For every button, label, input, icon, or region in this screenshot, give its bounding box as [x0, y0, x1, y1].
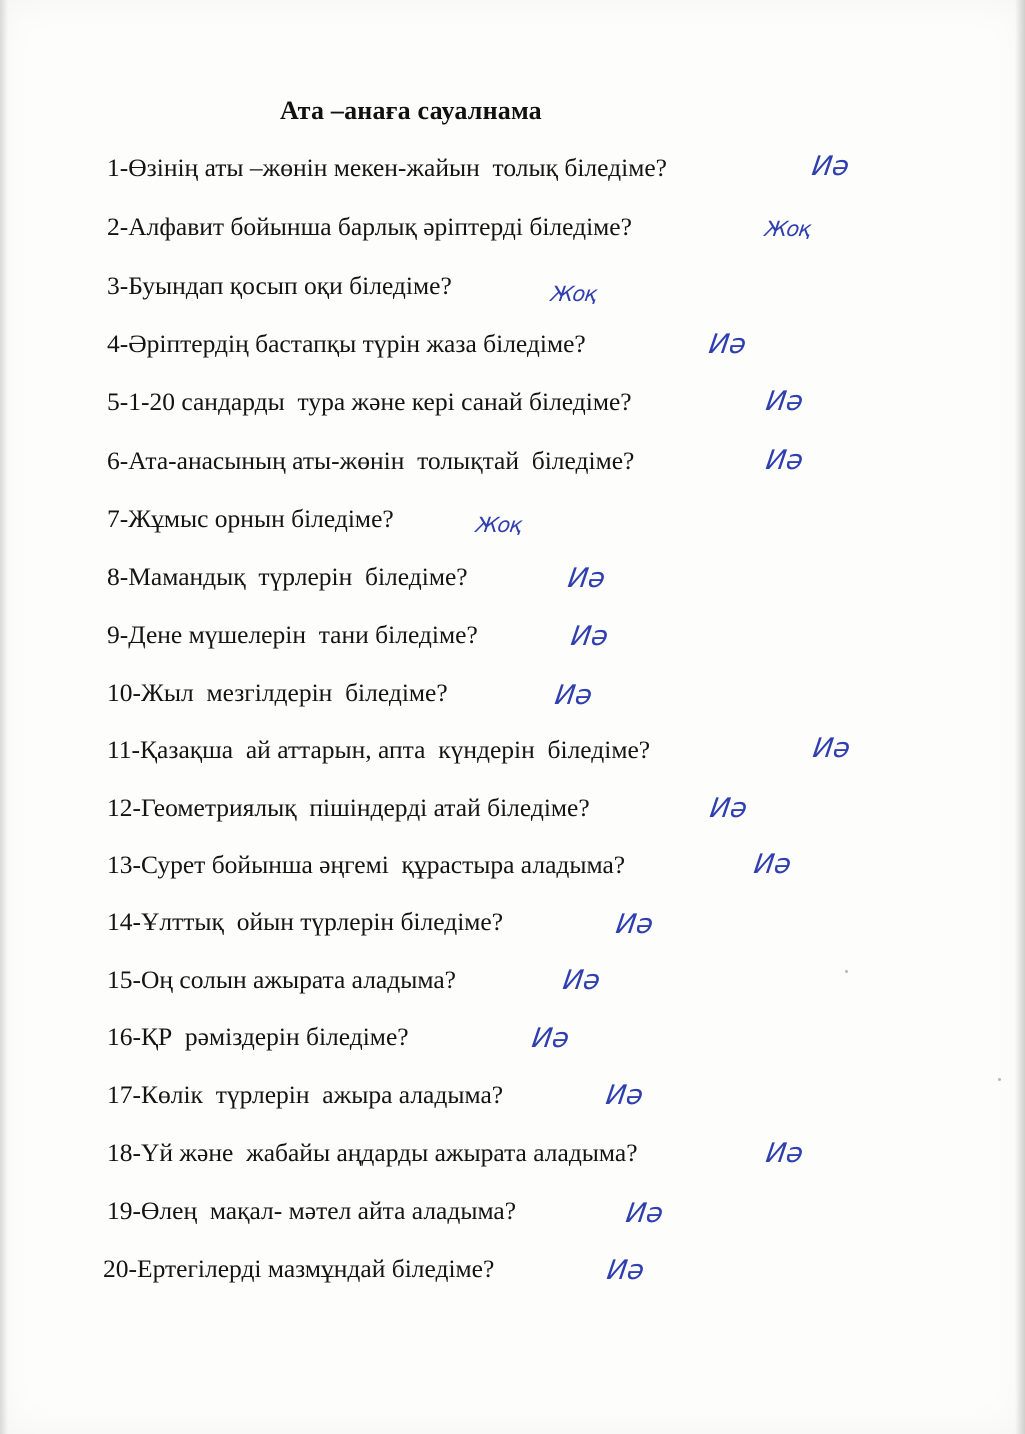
question-13: 13-Сурет бойынша әңгемі құрастыра аладыма?	[107, 850, 626, 879]
handwritten-answer-4: Иә	[706, 329, 749, 360]
handwritten-answer-3: Жоқ	[549, 282, 598, 306]
question-2: 2-Алфавит бойынша барлық әріптерді біледіме?	[107, 212, 632, 241]
question-19: 19-Өлең мақал- мәтел айта аладыма?	[107, 1196, 517, 1225]
question-17: 17-Көлік түрлерін ажыра аладыма?	[107, 1080, 504, 1109]
question-1: 1-Өзінің аты –жөнін мекен-жайын толық біледіме?	[107, 153, 667, 182]
question-11: 11-Қазақша ай аттарын, апта күндерін біледіме?	[107, 735, 651, 764]
scan-speck	[845, 970, 848, 973]
page-title: Ата –анаға сауалнама	[280, 96, 542, 125]
handwritten-answer-2: Жоқ	[763, 217, 812, 241]
question-14: 14-Ұлттық ойын түрлерін біледіме?	[107, 907, 504, 936]
question-16: 16-ҚР рәміздерін біледіме?	[107, 1022, 409, 1051]
handwritten-answer-5: Иә	[763, 386, 806, 417]
question-9: 9-Дене мүшелерін тани біледіме?	[107, 620, 478, 649]
handwritten-answer-20: Иә	[604, 1255, 647, 1286]
question-4: 4-Әріптердің бастапқы түрін жаза біледіме?	[107, 329, 586, 358]
question-18: 18-Үй және жабайы аңдарды ажырата аладыма?	[107, 1138, 638, 1167]
scan-speck	[998, 1078, 1001, 1081]
handwritten-answer-7: Жоқ	[474, 513, 523, 537]
question-6: 6-Ата-анасының аты-жөнін толықтай біледіме?	[107, 446, 635, 475]
handwritten-answer-1: Иә	[809, 151, 852, 182]
question-5: 5-1-20 сандарды тура және кері санай біледіме?	[107, 387, 632, 416]
question-12: 12-Геометриялық пішіндерді атай біледіме?	[107, 793, 590, 822]
handwritten-answer-15: Иә	[560, 965, 603, 996]
handwritten-answer-13: Иә	[751, 849, 794, 880]
handwritten-answer-14: Иә	[613, 909, 656, 940]
handwritten-answer-19: Иә	[623, 1198, 666, 1229]
handwritten-answer-12: Иә	[707, 793, 750, 824]
question-15: 15-Оң солын ажырата аладыма?	[107, 965, 456, 994]
handwritten-answer-16: Иә	[529, 1023, 572, 1054]
handwritten-answer-9: Иә	[568, 621, 611, 652]
question-3: 3-Буындап қосып оқи біледіме?	[107, 271, 452, 300]
handwritten-answer-11: Иә	[810, 733, 853, 764]
question-10: 10-Жыл мезгілдерін біледіме?	[107, 678, 448, 707]
question-7: 7-Жұмыс орнын біледіме?	[107, 504, 394, 533]
handwritten-answer-18: Иә	[763, 1138, 806, 1169]
handwritten-answer-8: Иә	[565, 563, 608, 594]
handwritten-answer-17: Иә	[603, 1080, 646, 1111]
handwritten-answer-6: Иә	[763, 445, 806, 476]
question-20: 20-Ертегілерді мазмұндай біледіме?	[103, 1254, 495, 1283]
handwritten-answer-10: Иә	[552, 680, 595, 711]
question-8: 8-Мамандық түрлерін біледіме?	[107, 562, 468, 591]
